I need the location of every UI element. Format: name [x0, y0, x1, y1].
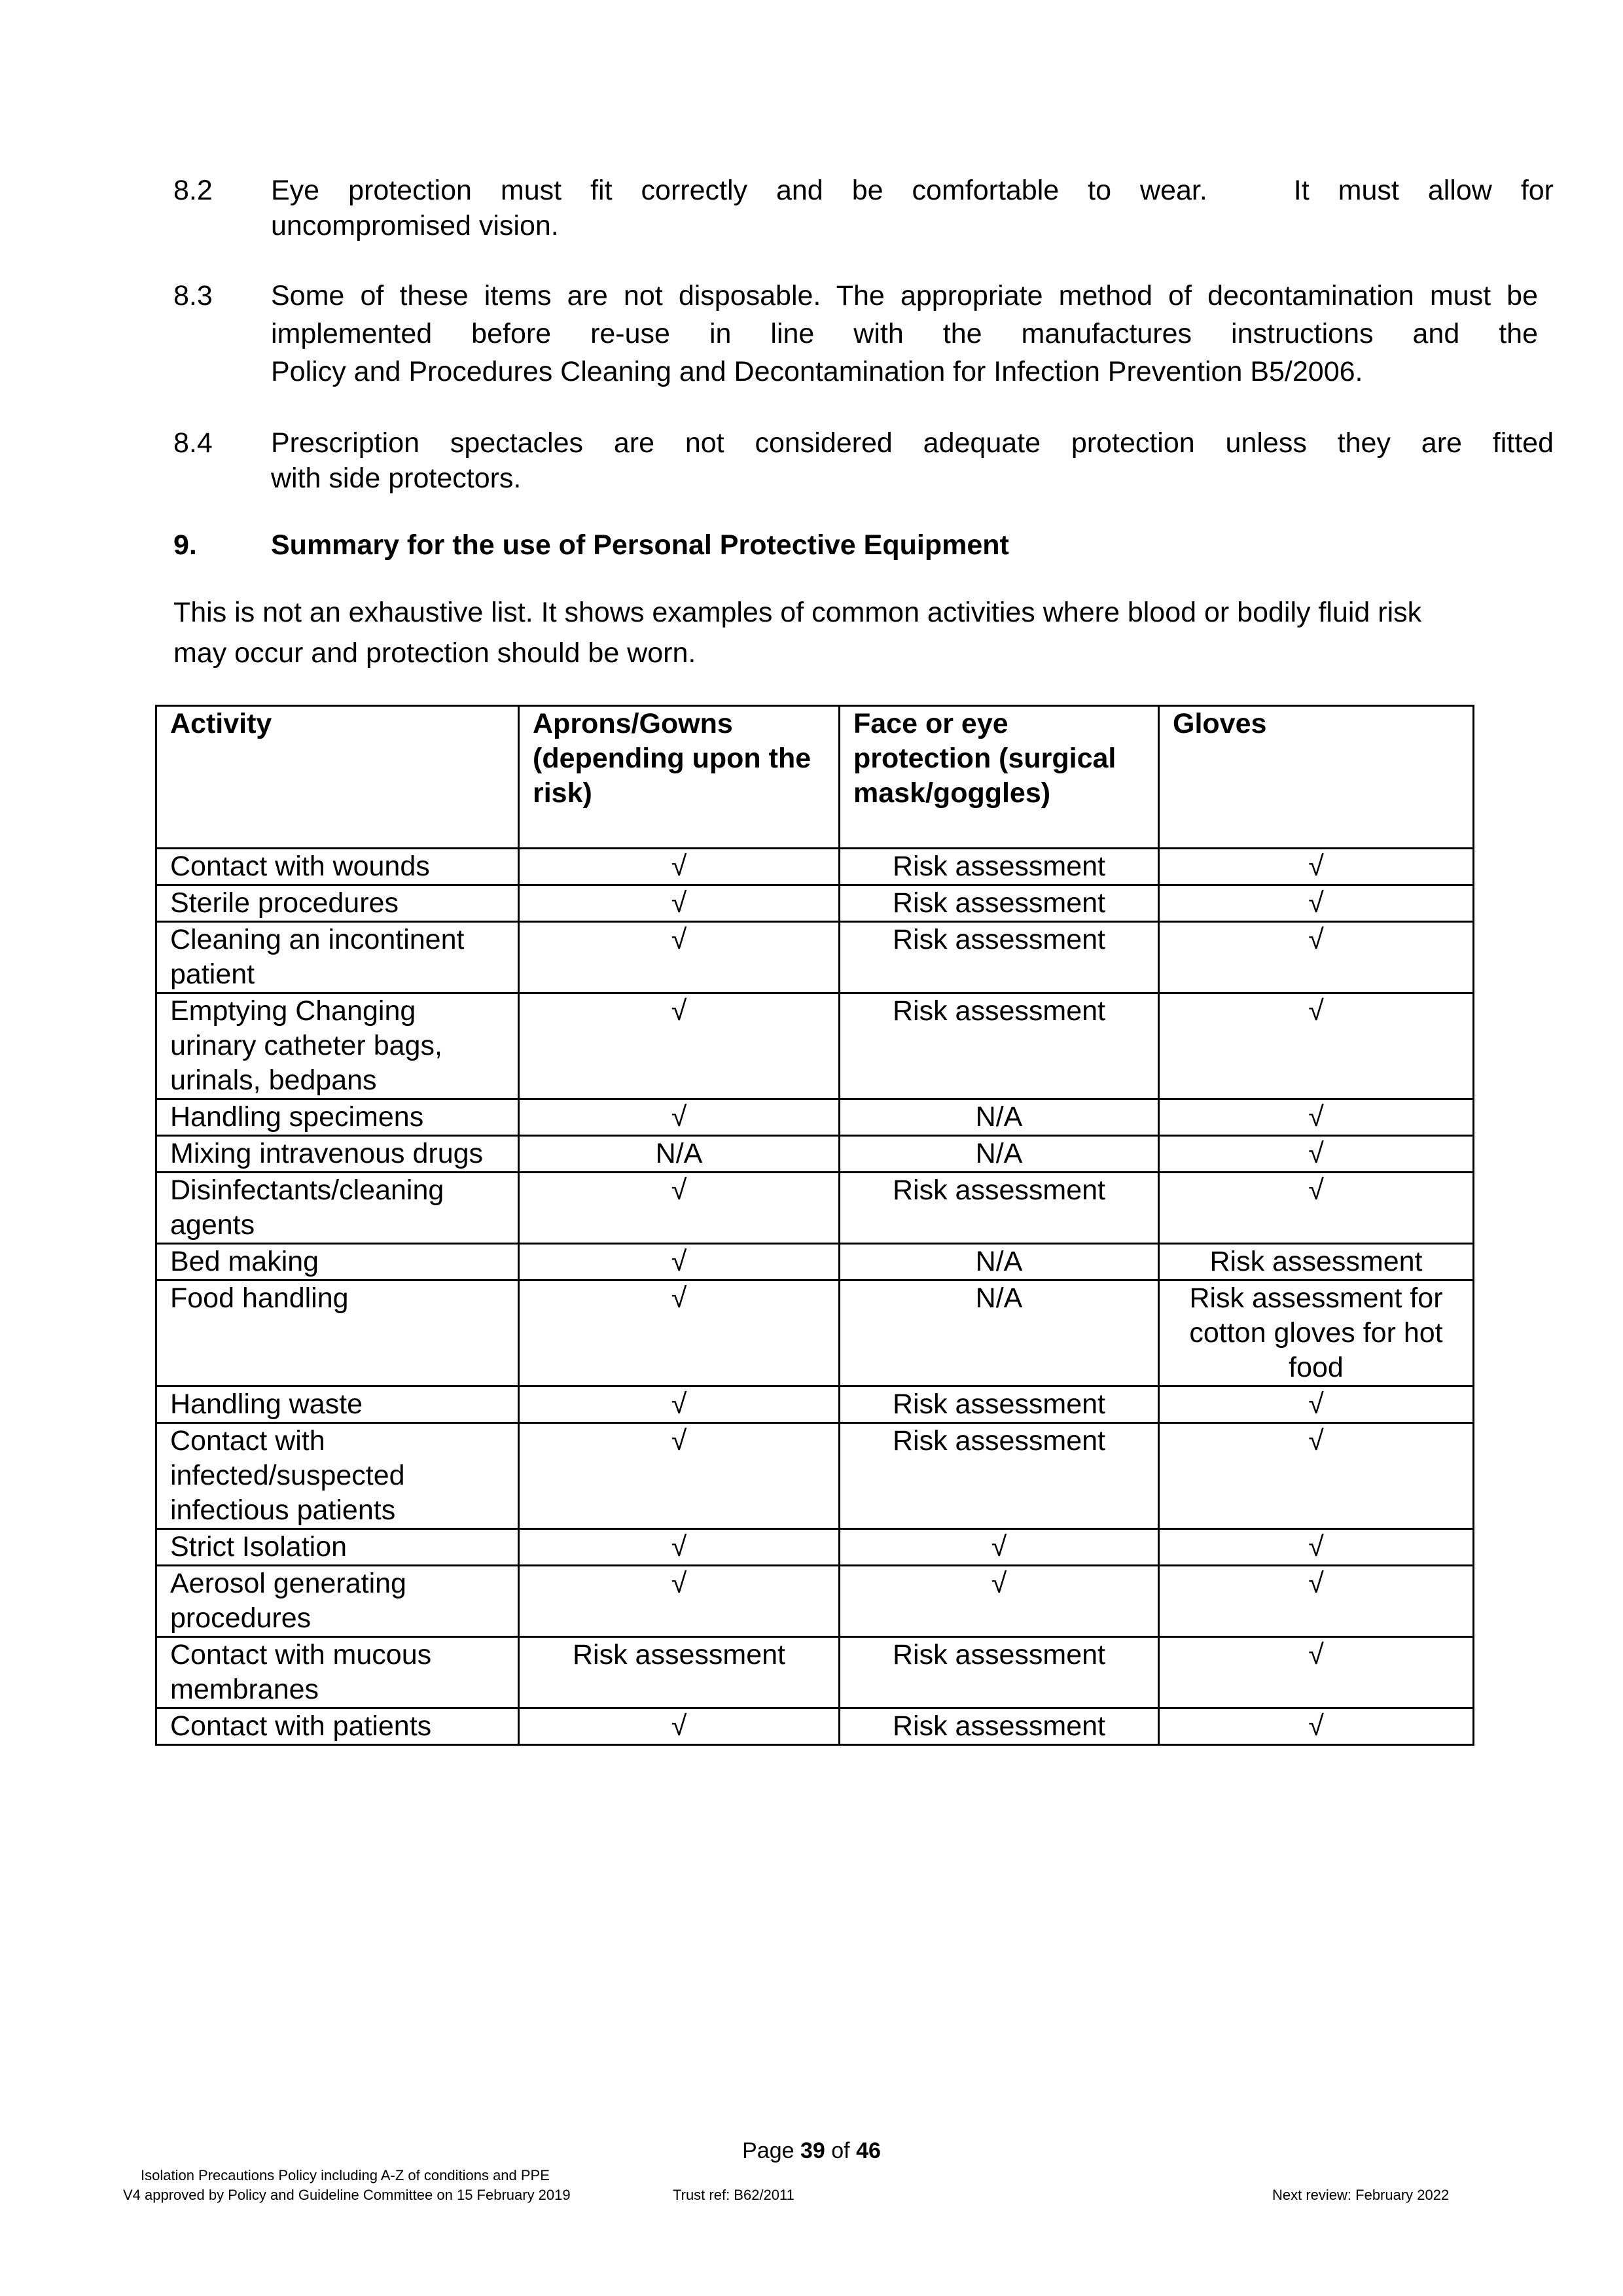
cell-gloves: √ — [1159, 1708, 1474, 1745]
cell-face-eye-protection: Risk assessment — [840, 1637, 1159, 1708]
cell-face-eye-protection: N/A — [840, 1280, 1159, 1386]
ppe-table — [155, 705, 1474, 1746]
cell-gloves: √ — [1159, 1173, 1474, 1244]
cell-face-eye-protection: N/A — [840, 1136, 1159, 1173]
cell-activity: Emptying Changing urinary catheter bags, urinals, bedpans — [156, 993, 519, 1099]
cell-face-eye-protection: Risk assessment — [840, 1386, 1159, 1423]
page-number — [0, 2138, 1623, 2164]
cell-aprons-gowns: √ — [519, 1386, 840, 1423]
section-line: Prescription spectacles are not considered adequate protection unless they are fitted — [271, 427, 1554, 459]
cell-activity: Contact with infected/suspected infectious patients — [156, 1423, 519, 1529]
cell-aprons-gowns: √ — [519, 1566, 840, 1637]
cell-gloves: √ — [1159, 1566, 1474, 1637]
table-row — [156, 1280, 1474, 1386]
cell-activity: Contact with mucous membranes — [156, 1637, 519, 1708]
header-aprons-gowns: Aprons/Gowns (depending upon the risk) — [519, 706, 840, 849]
cell-aprons-gowns: √ — [519, 885, 840, 922]
cell-activity: Contact with wounds — [156, 849, 519, 885]
section-number: 9. — [173, 529, 197, 561]
cell-gloves: Risk assessment for cotton gloves for hot food — [1159, 1280, 1474, 1386]
section-line-last: Policy and Procedures Cleaning and Decontamination for Infection Prevention B5/2006. — [271, 356, 1363, 387]
cell-gloves: √ — [1159, 1099, 1474, 1136]
cell-gloves: √ — [1159, 885, 1474, 922]
cell-activity: Bed making — [156, 1244, 519, 1280]
table-row — [156, 885, 1474, 922]
section-text — [271, 425, 1554, 496]
cell-face-eye-protection: Risk assessment — [840, 1173, 1159, 1244]
page-label: Page — [742, 2138, 794, 2163]
cell-activity: Strict Isolation — [156, 1529, 519, 1566]
cell-gloves: √ — [1159, 1136, 1474, 1173]
footer-approval: V4 approved by Policy and Guideline Committee on 15 February 2019 — [123, 2187, 571, 2203]
cell-face-eye-protection: √ — [840, 1566, 1159, 1637]
cell-aprons-gowns: √ — [519, 1280, 840, 1386]
cell-gloves: √ — [1159, 1386, 1474, 1423]
cell-aprons-gowns: √ — [519, 1099, 840, 1136]
cell-face-eye-protection: N/A — [840, 1244, 1159, 1280]
cell-face-eye-protection: Risk assessment — [840, 922, 1159, 993]
page-total: 46 — [856, 2138, 881, 2163]
cell-face-eye-protection: Risk assessment — [840, 849, 1159, 885]
intro-paragraph: This is not an exhaustive list. It shows examples of common activities where blood or bodily fluid risk may occur and protection should be worn. — [173, 597, 1422, 669]
cell-gloves: √ — [1159, 1637, 1474, 1708]
table-row — [156, 1244, 1474, 1280]
section-line-last: uncompromised vision. — [271, 210, 559, 241]
section-text — [271, 277, 1538, 391]
cell-face-eye-protection: Risk assessment — [840, 885, 1159, 922]
cell-face-eye-protection: Risk assessment — [840, 993, 1159, 1099]
page-current: 39 — [800, 2138, 825, 2163]
section-number: 8.2 — [173, 175, 213, 206]
cell-aprons-gowns: √ — [519, 993, 840, 1099]
cell-activity: Aerosol generating procedures — [156, 1566, 519, 1637]
cell-gloves: √ — [1159, 849, 1474, 885]
table-row — [156, 1386, 1474, 1423]
cell-activity: Handling waste — [156, 1386, 519, 1423]
cell-aprons-gowns: √ — [519, 1244, 840, 1280]
cell-face-eye-protection: Risk assessment — [840, 1708, 1159, 1745]
table-row — [156, 1637, 1474, 1708]
section-line-last: with side protectors. — [271, 463, 522, 494]
cell-gloves: √ — [1159, 1529, 1474, 1566]
ppe-table-body — [156, 849, 1474, 1745]
cell-gloves: √ — [1159, 922, 1474, 993]
cell-aprons-gowns: √ — [519, 1529, 840, 1566]
table-header-row — [156, 706, 1474, 849]
table-row — [156, 993, 1474, 1099]
cell-aprons-gowns: √ — [519, 1173, 840, 1244]
table-row — [156, 1529, 1474, 1566]
cell-aprons-gowns: √ — [519, 1423, 840, 1529]
cell-face-eye-protection: Risk assessment — [840, 1423, 1159, 1529]
cell-aprons-gowns: √ — [519, 1708, 840, 1745]
section-title: Summary for the use of Personal Protective Equipment — [271, 529, 1009, 561]
cell-aprons-gowns: √ — [519, 849, 840, 885]
table-row — [156, 1136, 1474, 1173]
page-of: of — [831, 2138, 850, 2163]
footer-trust-ref: Trust ref: B62/2011 — [673, 2187, 794, 2203]
cell-aprons-gowns: √ — [519, 922, 840, 993]
table-row — [156, 1423, 1474, 1529]
section-line: Eye protection must fit correctly and be comfortable to wear. It must allow for — [271, 175, 1554, 206]
table-row — [156, 922, 1474, 993]
cell-face-eye-protection: N/A — [840, 1099, 1159, 1136]
table-row — [156, 1099, 1474, 1136]
header-gloves: Gloves — [1159, 706, 1474, 849]
section-number: 8.3 — [173, 280, 213, 311]
cell-activity: Disinfectants/cleaning agents — [156, 1173, 519, 1244]
cell-aprons-gowns: N/A — [519, 1136, 840, 1173]
cell-face-eye-protection: √ — [840, 1529, 1159, 1566]
header-activity: Activity — [156, 706, 519, 849]
footer-doc-title: Isolation Precautions Policy including A-Z of conditions and PPE — [141, 2167, 550, 2183]
section-number: 8.4 — [173, 427, 213, 459]
table-row — [156, 1708, 1474, 1745]
section-text — [271, 173, 1554, 243]
table-row — [156, 849, 1474, 885]
cell-activity: Food handling — [156, 1280, 519, 1386]
table-row — [156, 1566, 1474, 1637]
cell-activity: Cleaning an incontinent patient — [156, 922, 519, 993]
cell-gloves: Risk assessment — [1159, 1244, 1474, 1280]
section-line: Some of these items are not disposable. The appropriate method of decontamination must be implemented before re-use in line with the manufactures instructions and the — [271, 280, 1538, 349]
cell-activity: Contact with patients — [156, 1708, 519, 1745]
cell-activity: Handling specimens — [156, 1099, 519, 1136]
cell-gloves: √ — [1159, 993, 1474, 1099]
cell-activity: Mixing intravenous drugs — [156, 1136, 519, 1173]
header-face-eye-protection: Face or eye protection (surgical mask/goggles) — [840, 706, 1159, 849]
cell-gloves: √ — [1159, 1423, 1474, 1529]
cell-aprons-gowns: Risk assessment — [519, 1637, 840, 1708]
footer-next-review: Next review: February 2022 — [1272, 2187, 1450, 2203]
table-row — [156, 1173, 1474, 1244]
cell-activity: Sterile procedures — [156, 885, 519, 922]
